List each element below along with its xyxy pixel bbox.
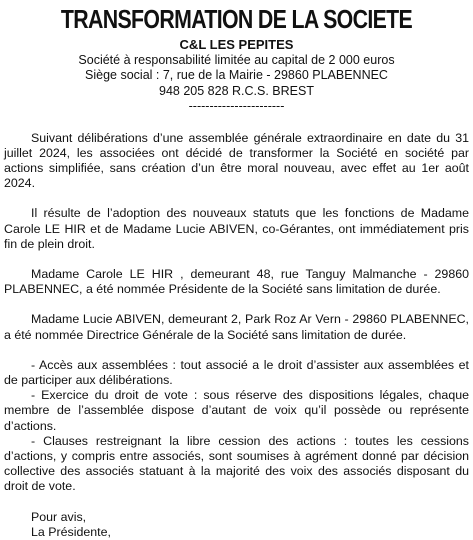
- company-registered-office: Siège social : 7, rue de la Mairie - 29860 PLABENNEC: [85, 68, 388, 82]
- header-separator: -----------------------: [188, 99, 285, 113]
- company-name: C&L LES PEPITES: [179, 37, 294, 52]
- paragraph-director-appointment: Madame Lucie ABIVEN, demeurant 2, Park Roz Ar Vern - 29860 PLABENNEC, a été nommée Directrice Générale de la Société sans limitation de durée.: [4, 312, 469, 342]
- company-header: [4, 37, 469, 115]
- closing-line: Pour avis,: [31, 509, 87, 524]
- notice-title: TRANSFORMATION DE LA SOCIETE: [60, 4, 413, 34]
- clause-voting-rights: - Exercice du droit de vote : sous réserve des dispositions légales, chaque membre de l’assemblée dispose d’autant de voix qu’il possède ou représente d’actions.: [4, 388, 469, 433]
- signature-block: [4, 510, 469, 540]
- company-rcs-number: 948 205 828 R.C.S. BREST: [159, 83, 314, 98]
- paragraph-transformation: Suivant délibérations d’une assemblée générale extraordinaire en date du 31 juillet 2024, les associées ont décidé de transformer la Société en société par actions simplifiée, sans création d’un être moral nouveau, avec effet au 1er août 2024.: [4, 130, 469, 191]
- signatory-title: La Présidente,: [31, 524, 111, 539]
- company-legal-form: Société à responsabilité limitée au capital de 2 000 euros: [78, 52, 395, 67]
- clause-share-transfer: - Clauses restreignant la libre cession des actions : toutes les cessions d’actions, y compris entre associés, sont soumises à agrément donné par décision collective des associés statuant à la majorité des voix des associés disposant du droit de vote.: [4, 433, 469, 494]
- notice-body: [4, 131, 469, 495]
- paragraph-president-appointment: Madame Carole LE HIR , demeurant 48, rue Tanguy Malmanche - 29860 PLABENNEC, a été nommée Présidente de la Société sans limitation de durée.: [4, 266, 469, 297]
- paragraph-end-of-management: Il résulte de l’adoption des nouveaux statuts que les fonctions de Madame Carole LE HIR et de Madame Lucie ABIVEN, co-Gérantes, ont immédiatement pris fin de plein droit.: [4, 206, 469, 251]
- clause-meeting-access: - Accès aux assemblées : tout associé a le droit d’assister aux assemblées et de participer aux délibérations.: [4, 357, 469, 387]
